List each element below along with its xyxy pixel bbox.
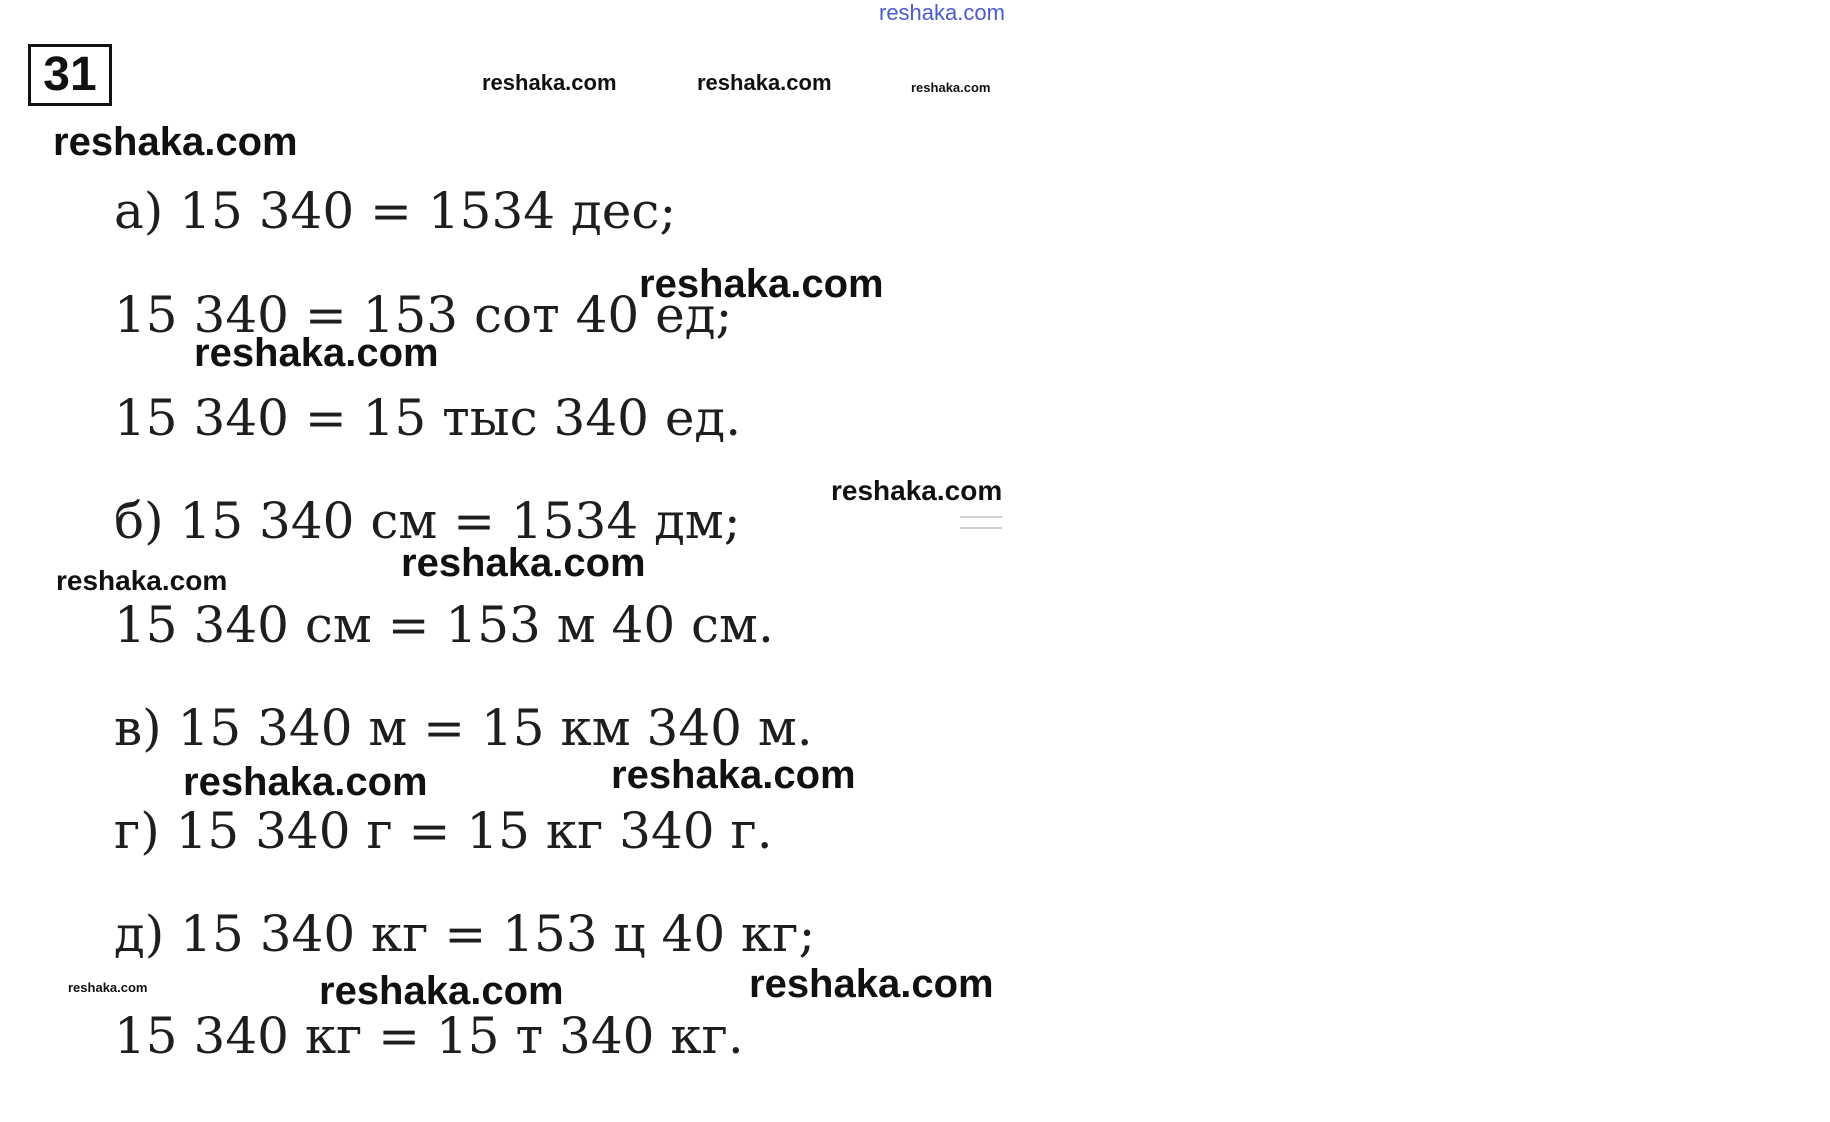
solution-line-a1: а) 15 340 = 1534 дес; (114, 182, 677, 240)
watermark: reshaka.com (401, 541, 646, 585)
solution-line-b2: 15 340 см = 153 м 40 см. (114, 596, 774, 654)
watermark: reshaka.com (749, 962, 994, 1006)
solution-line-b1: б) 15 340 см = 1534 дм; (114, 492, 741, 550)
watermark: reshaka.com (53, 120, 298, 164)
watermark: reshaka.com (319, 969, 564, 1013)
solution-line-d1: д) 15 340 кг = 153 ц 40 кг; (114, 905, 816, 963)
watermark-top: reshaka.com (879, 0, 1005, 25)
watermark: reshaka.com (56, 565, 228, 596)
solution-line-v: в) 15 340 м = 15 км 340 м. (114, 699, 813, 757)
solution-line-d2: 15 340 кг = 15 т 340 кг. (114, 1007, 744, 1065)
watermark: reshaka.com (911, 80, 991, 95)
watermark: reshaka.com (482, 70, 617, 95)
watermark: reshaka.com (639, 262, 884, 306)
solution-line-a2: 15 340 = 153 сот 40 ед; (114, 286, 733, 344)
watermark: reshaka.com (831, 475, 1003, 506)
watermark: reshaka.com (68, 980, 148, 995)
ghost-artifact (960, 516, 1002, 518)
watermark: reshaka.com (697, 70, 832, 95)
solution-line-a3: 15 340 = 15 тыс 340 ед. (114, 389, 742, 447)
ghost-artifact (960, 527, 1002, 529)
problem-number-box: 31 (28, 44, 112, 106)
watermark: reshaka.com (183, 760, 428, 804)
solution-line-g: г) 15 340 г = 15 кг 340 г. (114, 802, 773, 860)
watermark: reshaka.com (611, 753, 856, 797)
watermark: reshaka.com (194, 331, 439, 375)
